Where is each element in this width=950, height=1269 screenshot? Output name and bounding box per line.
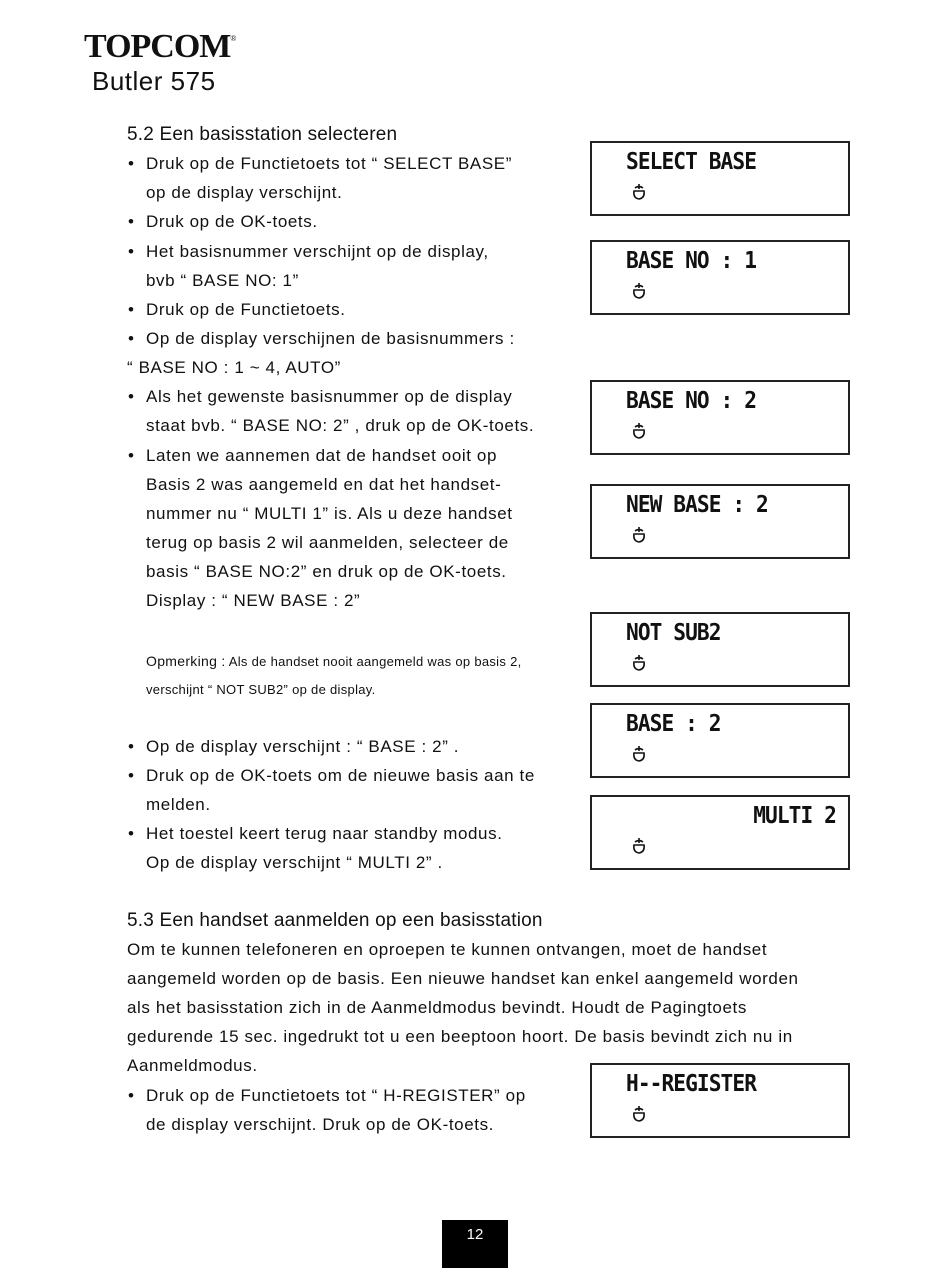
- lcd-text: MULTI 2: [753, 803, 836, 829]
- handset-icon: [632, 183, 646, 201]
- bullet: •: [128, 446, 134, 465]
- text-line: Op de display verschijnen de basisnummers :: [146, 329, 515, 348]
- text-line: terug op basis 2 wil aanmelden, selecteer de: [146, 533, 509, 552]
- text-line: Display : “ NEW BASE : 2”: [146, 591, 361, 610]
- handset-icon: [632, 654, 646, 672]
- paragraph-line: gedurende 15 sec. ingedrukt tot u een beeptoon hoort. De basis bevindt zich nu in: [127, 1027, 793, 1046]
- lcd-display: [590, 703, 850, 778]
- lcd-text: NEW BASE : 2: [626, 492, 768, 518]
- note-line: verschijnt “ NOT SUB2” op de display.: [146, 682, 376, 697]
- text-line: Het basisnummer verschijnt op de display,: [146, 242, 489, 261]
- note-text: Als de handset nooit aangemeld was op basis 2,: [228, 654, 522, 669]
- handset-icon: [632, 745, 646, 763]
- text-line: staat bvb. “ BASE NO: 2” , druk op de OK-toets.: [146, 416, 535, 435]
- bullet: •: [128, 154, 134, 173]
- lcd-display: [590, 795, 850, 870]
- paragraph-line: Om te kunnen telefoneren en oproepen te kunnen ontvangen, moet de handset: [127, 940, 768, 959]
- lcd-display: [590, 484, 850, 559]
- lcd-text: SELECT BASE: [626, 149, 757, 175]
- paragraph-line: Aanmeldmodus.: [127, 1056, 258, 1075]
- bullet: •: [128, 824, 134, 843]
- handset-icon: [632, 422, 646, 440]
- lcd-display: [590, 1063, 850, 1138]
- lcd-text: H--REGISTER: [626, 1071, 757, 1097]
- section-heading-5-3: 5.3 Een handset aanmelden op een basisstation: [127, 910, 543, 931]
- text-line: Basis 2 was aangemeld en dat het handset-: [146, 475, 502, 494]
- text-line: melden.: [146, 795, 211, 814]
- handset-icon: [632, 282, 646, 300]
- text-line: Druk op de OK-toets om de nieuwe basis aan te: [146, 766, 535, 785]
- text-line: Druk op de Functietoets.: [146, 300, 346, 319]
- text-line: Druk op de Functietoets tot “ SELECT BASE”: [146, 154, 512, 173]
- text-line: Op de display verschijnt : “ BASE : 2” .: [146, 737, 460, 756]
- lcd-display: [590, 141, 850, 216]
- bullet: •: [128, 242, 134, 261]
- lcd-text: NOT SUB2: [626, 620, 721, 646]
- bullet: •: [128, 737, 134, 756]
- lcd-text: BASE : 2: [626, 711, 721, 737]
- section-heading-5-2: 5.2 Een basisstation selecteren: [127, 124, 398, 145]
- bullet: •: [128, 329, 134, 348]
- note-line: [146, 653, 522, 669]
- bullet: •: [128, 1086, 134, 1105]
- paragraph-line: als het basisstation zich in de Aanmeldmodus bevindt. Houdt de Pagingtoets: [127, 998, 747, 1017]
- bullet: •: [128, 766, 134, 785]
- bullet: •: [128, 300, 134, 319]
- text-line: de display verschijnt. Druk op de OK-toets.: [146, 1115, 495, 1134]
- lcd-text: BASE NO : 1: [626, 248, 757, 274]
- model-name: Butler 575: [92, 66, 216, 96]
- paragraph-line: aangemeld worden op de basis. Een nieuwe handset kan enkel aangemeld worden: [127, 969, 799, 988]
- text-line: op de display verschijnt.: [146, 183, 343, 202]
- text-line: Druk op de OK-toets.: [146, 212, 318, 231]
- text-line: Op de display verschijnt “ MULTI 2” .: [146, 853, 443, 872]
- text-line: “ BASE NO : 1 ~ 4, AUTO”: [127, 358, 341, 377]
- lcd-display: [590, 380, 850, 455]
- text-line: Laten we aannemen dat de handset ooit op: [146, 446, 498, 465]
- text-line: Het toestel keert terug naar standby modus.: [146, 824, 503, 843]
- bullet: •: [128, 212, 134, 231]
- text-line: basis “ BASE NO:2” en druk op de OK-toets.: [146, 562, 507, 581]
- text-line: Druk op de Functietoets tot “ H-REGISTER” op: [146, 1086, 526, 1105]
- handset-icon: [632, 526, 646, 544]
- brand-logo: TOPCOM®: [84, 28, 236, 65]
- text-line: Als het gewenste basisnummer op de display: [146, 387, 513, 406]
- handset-icon: [632, 1105, 646, 1123]
- lcd-display: [590, 240, 850, 315]
- bullet: •: [128, 387, 134, 406]
- lcd-display: [590, 612, 850, 687]
- text-line: bvb “ BASE NO: 1”: [146, 271, 299, 290]
- handset-icon: [632, 837, 646, 855]
- note-label: Opmerking :: [146, 653, 226, 669]
- lcd-text: BASE NO : 2: [626, 388, 757, 414]
- text-line: nummer nu “ MULTI 1” is. Als u deze handset: [146, 504, 513, 523]
- page-number: 12: [442, 1220, 508, 1268]
